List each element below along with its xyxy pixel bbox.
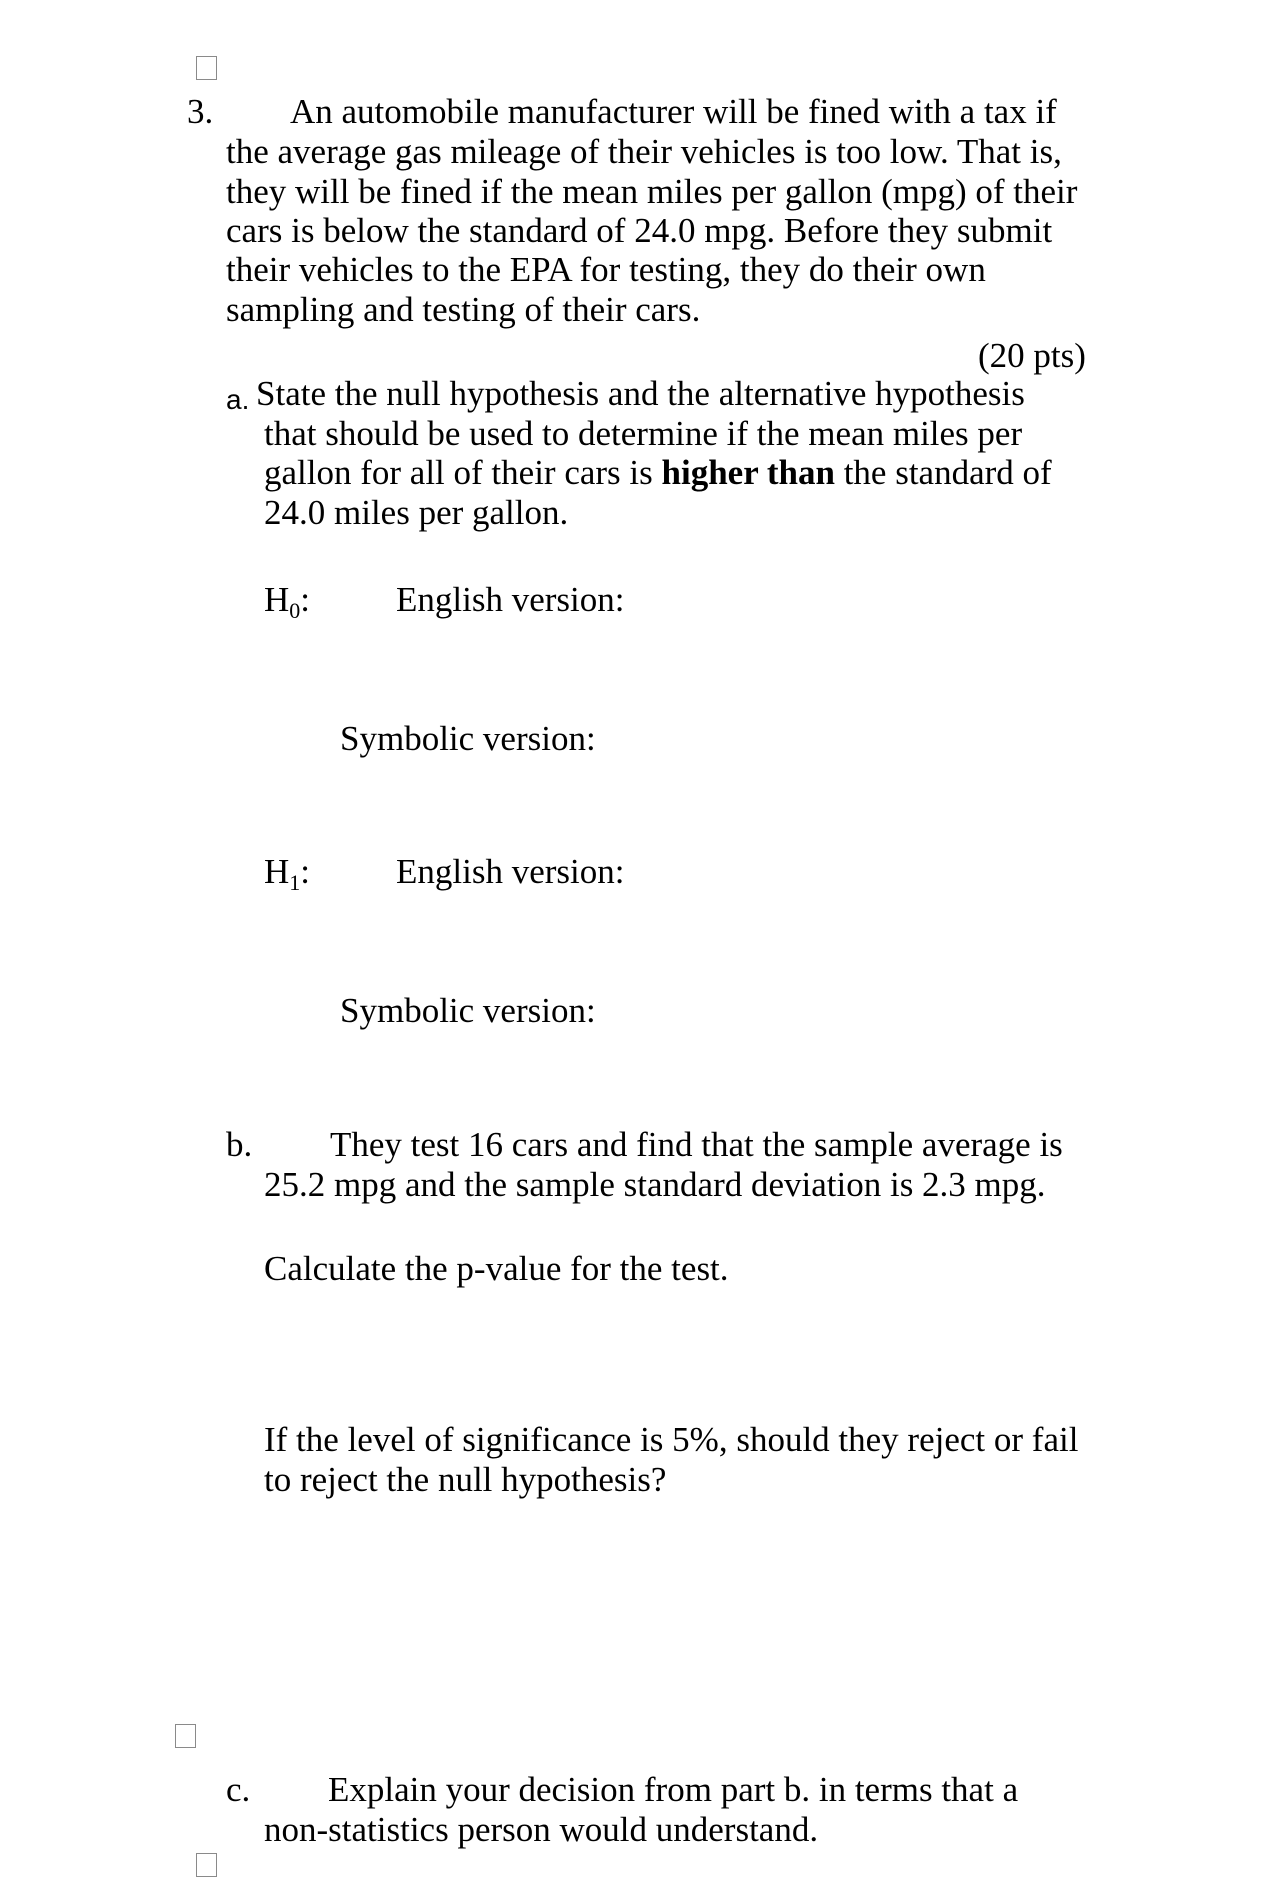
h0-subscript: 0 [289,598,301,623]
h0-letter: H [264,580,290,619]
h1-colon: : [300,852,311,891]
part-a-line-3-post: the standard of [834,453,1052,492]
h0-colon: : [300,580,311,619]
part-b-label: b. [226,1125,253,1164]
decision-line-2: to reject the null hypothesis? [264,1460,667,1499]
h1-subscript: 1 [289,870,301,895]
intro-line-2: the average gas mileage of their vehicles is too low. That is, [226,132,1062,171]
intro-line-6: sampling and testing of their cars. [226,290,701,329]
intro-line-3: they will be fined if the mean miles per gallon (mpg) of their [226,172,1078,211]
part-b-line-1: They test 16 cars and find that the sample average is [330,1125,1063,1164]
decision-line-1: If the level of significance is 5%, should they reject or fail [264,1420,1079,1459]
intro-line-5: their vehicles to the EPA for testing, they do their own [226,250,986,289]
part-c-line-1: Explain your decision from part b. in terms that a [328,1770,1019,1809]
part-c-label: c. [226,1770,251,1809]
top-checkbox[interactable] [196,56,217,80]
intro-line-1: An automobile manufacturer will be fined with a tax if [290,92,1057,131]
part-a-line-3 [264,453,1052,493]
bottom-checkbox[interactable] [196,1853,217,1877]
part-a-line-4: 24.0 miles per gallon. [264,493,569,532]
part-c-line-2: non-statistics person would understand. [264,1810,819,1849]
part-a-label: a. [226,384,250,415]
side-checkbox[interactable] [175,1724,196,1748]
part-a-line-2: that should be used to determine if the mean miles per [264,414,1023,453]
question-number: 3. [187,92,214,131]
calc-p-value-prompt: Calculate the p-value for the test. [264,1249,729,1288]
h0-label [264,580,310,624]
h1-english-label: English version: [396,852,625,891]
h1-label [264,852,310,896]
part-b-line-2: 25.2 mpg and the sample standard deviation is 2.3 mpg. [264,1165,1046,1204]
part-a-line-1: State the null hypothesis and the alternative hypothesis [256,374,1025,413]
h1-letter: H [264,852,290,891]
points-label: (20 pts) [978,336,1086,375]
part-a-line-3-pre: gallon for all of their cars is [264,453,662,492]
emphasis-higher-than: higher than [661,453,835,492]
intro-line-4: cars is below the standard of 24.0 mpg. Before they submit [226,211,1053,250]
h0-english-label: English version: [396,580,625,619]
h1-symbolic-label: Symbolic version: [340,991,596,1030]
h0-symbolic-label: Symbolic version: [340,719,596,758]
